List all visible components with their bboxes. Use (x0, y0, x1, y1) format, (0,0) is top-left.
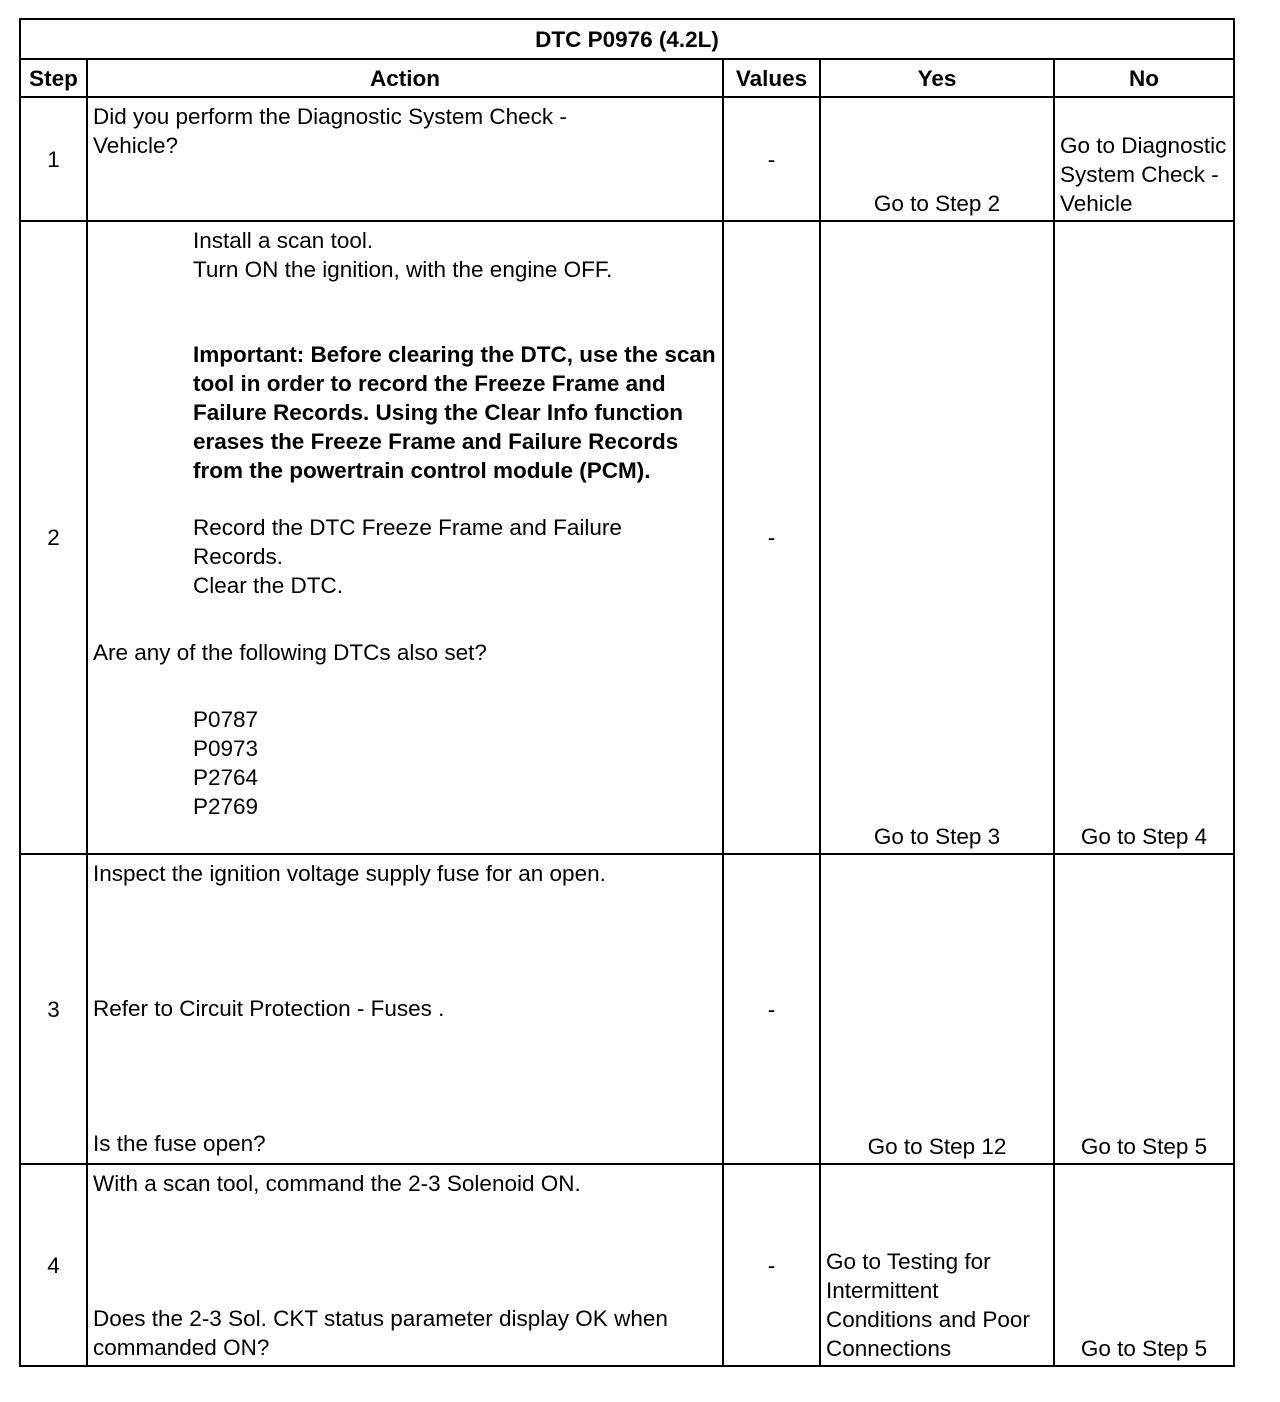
yes-cell (820, 854, 1054, 1164)
action-line: With a scan tool, command the 2-3 Solenoid ON. (93, 1171, 581, 1196)
yes-cell (820, 97, 1054, 221)
header-yes: Yes (820, 59, 1054, 97)
no-cell (1054, 1164, 1234, 1366)
yes-text: Go to Testing for Intermittent Conditions and Poor Connections (826, 1249, 1030, 1361)
no-text: Go to Step 5 (1080, 1134, 1208, 1159)
action-line: Inspect the ignition voltage supply fuse for an open. (93, 861, 606, 886)
table-title: DTC P0976 (4.2L) (20, 19, 1234, 59)
action-line: Record the DTC Freeze Frame and Failure Records. (193, 515, 622, 569)
action-cell (87, 854, 723, 1164)
action-line: Refer to Circuit Protection - Fuses . (93, 996, 445, 1021)
header-row (20, 59, 1234, 97)
no-text: Go to Diagnostic System Check - Vehicle (1060, 133, 1227, 216)
step-number: 3 (20, 854, 87, 1164)
action-question: Does the 2-3 Sol. CKT status parameter display OK when commanded ON? (93, 1306, 668, 1360)
table-row (20, 97, 1234, 221)
action-question: Are any of the following DTCs also set? (93, 640, 487, 665)
header-step: Step (20, 59, 87, 97)
action-cell (87, 97, 723, 221)
no-cell (1054, 854, 1234, 1164)
table-row (20, 854, 1234, 1164)
yes-cell (820, 1164, 1054, 1366)
action-cell (87, 221, 723, 854)
action-cell (87, 1164, 723, 1366)
step-number: 2 (20, 221, 87, 854)
yes-text: Go to Step 12 (867, 1134, 1007, 1159)
action-question: Is the fuse open? (93, 1131, 266, 1156)
dtc-code: P2764 (193, 765, 259, 790)
table-row (20, 1164, 1234, 1366)
no-text: Go to Step 4 (1080, 824, 1208, 849)
values-cell: - (723, 221, 820, 854)
no-cell (1054, 97, 1234, 221)
dtc-code: P0973 (193, 736, 259, 761)
no-text: Go to Step 5 (1080, 1336, 1208, 1361)
yes-text: Go to Step 2 (873, 191, 1001, 216)
no-cell (1054, 221, 1234, 854)
action-line: Install a scan tool. (193, 228, 374, 253)
step-number: 1 (20, 97, 87, 221)
dtc-code: P0787 (193, 707, 259, 732)
values-cell: - (723, 1164, 820, 1366)
table-row (20, 221, 1234, 854)
header-values: Values (723, 59, 820, 97)
yes-text: Go to Step 3 (873, 824, 1001, 849)
header-action: Action (87, 59, 723, 97)
action-text: Did you perform the Diagnostic System Check - Vehicle? (93, 104, 567, 158)
dtc-table (19, 18, 1235, 1367)
important-note: Important: Before clearing the DTC, use the scan tool in order to record the Freeze Frame and Failure Records. Using the Clear Info function erases the Freeze Frame and Failure Records from the powertrain control module (PCM). (193, 342, 716, 483)
action-line: Clear the DTC. (193, 573, 344, 598)
yes-cell (820, 221, 1054, 854)
values-cell: - (723, 854, 820, 1164)
header-no: No (1054, 59, 1234, 97)
values-cell: - (723, 97, 820, 221)
dtc-code: P2769 (193, 794, 259, 819)
action-line: Turn ON the ignition, with the engine OFF. (193, 257, 613, 282)
step-number: 4 (20, 1164, 87, 1366)
